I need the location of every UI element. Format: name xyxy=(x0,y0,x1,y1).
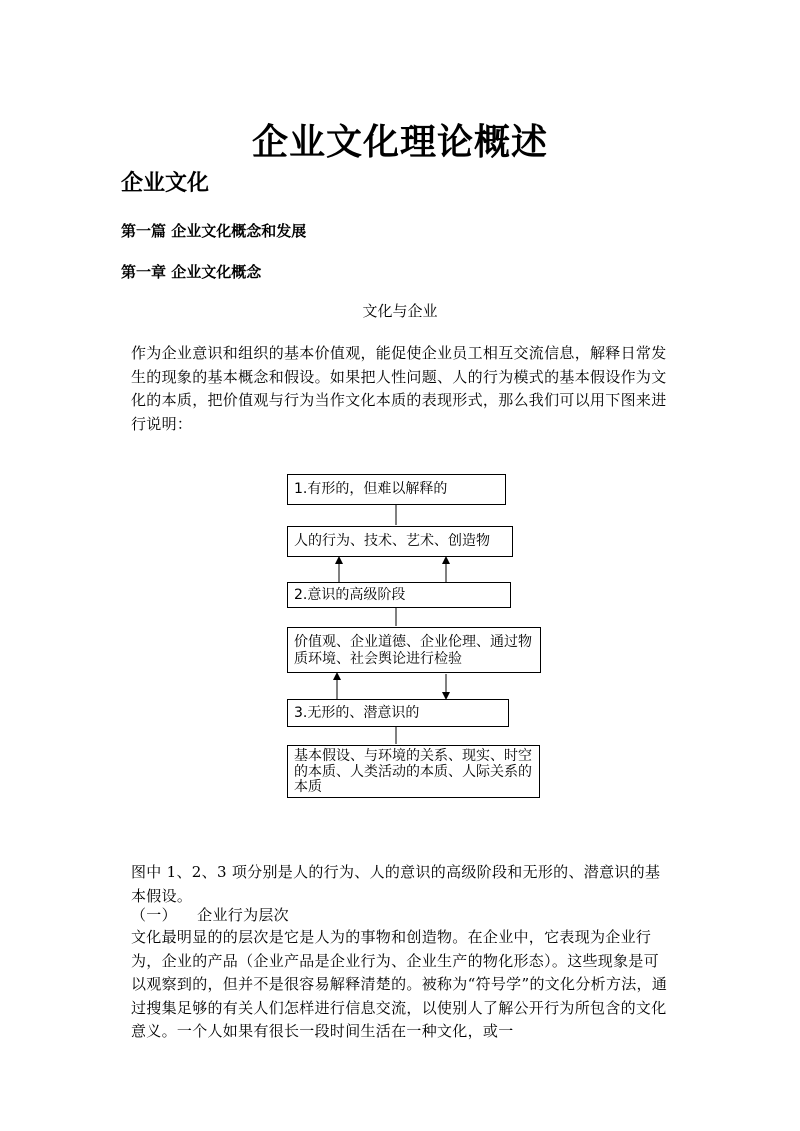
diagram-box-assumptions: 基本假设、与环境的关系、现实、时空的本质、人类活动的本质、人际关系的本质 xyxy=(287,745,540,798)
behavior-level-paragraph: 文化最明显的的层次是它是人为的事物和创造物。在企业中，它表现为企业行为，企业的产品（企业产品是企业行为、企业生产的物化形态）。这些现象是可以观察到的，但并不是很容易解释清楚的。被称为“符号学”的文化分析方法，通过搜集足够的有关人们怎样进行信息交流，以使别人了解公开行为所包含的文化意义。一个人如果有很长一段时间生活在一种文化，或一 xyxy=(131,928,668,1040)
diagram-explanation-paragraph: 图中 1、2、3 项分别是人的行为、人的意识的高级阶段和无形的、潜意识的基本假设。 xyxy=(131,863,661,905)
document-subtitle: 企业文化 xyxy=(121,170,210,196)
document-title: 企业文化理论概述 xyxy=(251,121,548,163)
intro-paragraph: 作为企业意识和组织的基本价值观，能促使企业员工相互交流信息，解释日常发生的现象的基本概念和假设。如果把人性问题、人的行为模式的基本假设作为文化的本质，把价值观与行为当作文化本质的表现形式，那么我们可以用下图来进行说明： xyxy=(131,344,667,433)
part-heading: 第一篇 企业文化概念和发展 xyxy=(121,222,307,240)
diagram-box-consciousness: 2.意识的高级阶段 xyxy=(287,582,511,608)
subsection-heading: （一） 企业行为层次 xyxy=(131,906,289,924)
section-heading: 文化与企业 xyxy=(362,302,438,320)
diagram-box-values: 价值观、企业道德、企业伦理、通过物质环境、社会舆论进行检验 xyxy=(287,627,541,673)
diagram-box-tangible: 1.有形的，但难以解释的 xyxy=(287,474,506,505)
diagram-box-subconscious: 3.无形的、潜意识的 xyxy=(287,699,509,727)
diagram-box-behavior: 人的行为、技术、艺术、创造物 xyxy=(287,526,513,557)
chapter-heading: 第一章 企业文化概念 xyxy=(121,263,262,281)
